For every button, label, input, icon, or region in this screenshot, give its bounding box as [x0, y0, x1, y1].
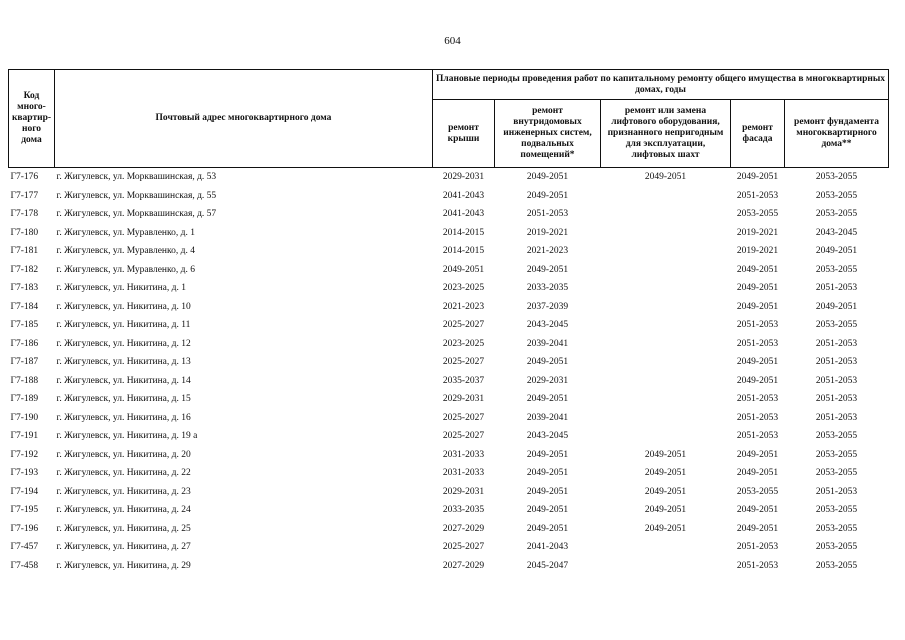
cell-roof: 2025-2027 — [442, 320, 485, 331]
header-foundation: ремонт фундамента многоквартирного дома** — [785, 100, 889, 168]
cell-elevator: 2049-2051 — [644, 523, 687, 534]
cell-elevator — [601, 316, 731, 335]
table-row — [9, 483, 889, 502]
cell-address: г. Жигулевск, ул. Муравленко, д. 4 — [56, 246, 195, 257]
cell-engineering: 2029-2031 — [526, 375, 569, 386]
cell-roof: 2029-2031 — [442, 172, 485, 183]
cell-code: Г7-183 — [10, 283, 39, 294]
cell-roof: 2027-2029 — [442, 523, 485, 534]
cell-code: Г7-180 — [10, 227, 39, 238]
cell-engineering: 2037-2039 — [526, 301, 569, 312]
cell-address: г. Жигулевск, ул. Никитина, д. 23 — [56, 486, 191, 497]
cell-roof: 2014-2015 — [442, 227, 485, 238]
cell-roof: 2025-2027 — [442, 357, 485, 368]
cell-address: г. Жигулевск, ул. Никитина, д. 12 — [56, 338, 191, 349]
cell-elevator — [601, 353, 731, 372]
cell-facade: 2019-2021 — [736, 227, 779, 238]
cell-elevator — [601, 279, 731, 298]
page-number: 604 — [444, 35, 461, 47]
cell-engineering: 2049-2051 — [526, 449, 569, 460]
cell-facade: 2049-2051 — [736, 505, 779, 516]
cell-address: г. Жигулевск, ул. Никитина, д. 11 — [56, 320, 191, 331]
table-row — [9, 205, 889, 224]
cell-address: г. Жигулевск, ул. Никитина, д. 1 — [56, 283, 186, 294]
cell-engineering: 2049-2051 — [526, 505, 569, 516]
cell-address: г. Жигулевск, ул. Никитина, д. 24 — [56, 505, 191, 516]
cell-engineering: 2041-2043 — [526, 542, 569, 553]
cell-roof: 2031-2033 — [442, 449, 485, 460]
cell-foundation: 2053-2055 — [815, 542, 858, 553]
cell-foundation: 2051-2053 — [815, 283, 858, 294]
table-row — [9, 187, 889, 206]
table-row — [9, 446, 889, 465]
cell-engineering: 2049-2051 — [526, 486, 569, 497]
cell-foundation: 2053-2055 — [815, 190, 858, 201]
cell-roof: 2014-2015 — [442, 246, 485, 257]
cell-facade: 2051-2053 — [736, 394, 779, 405]
cell-code: Г7-195 — [10, 505, 39, 516]
cell-roof: 2021-2023 — [442, 301, 485, 312]
cell-facade: 2049-2051 — [736, 264, 779, 275]
cell-facade: 2049-2051 — [736, 449, 779, 460]
cell-facade: 2053-2055 — [736, 486, 779, 497]
table-row — [9, 224, 889, 243]
cell-foundation: 2053-2055 — [815, 505, 858, 516]
cell-facade: 2049-2051 — [736, 283, 779, 294]
cell-address: г. Жигулевск, ул. Никитина, д. 10 — [56, 301, 191, 312]
table-row — [9, 390, 889, 409]
table-row — [9, 538, 889, 557]
capital-repair-table — [8, 69, 889, 575]
cell-facade: 2051-2053 — [736, 431, 779, 442]
cell-address: г. Жигулевск, ул. Никитина, д. 16 — [56, 412, 191, 423]
cell-address: г. Жигулевск, ул. Никитина, д. 13 — [56, 357, 191, 368]
cell-roof: 2025-2027 — [442, 542, 485, 553]
cell-roof: 2049-2051 — [442, 264, 485, 275]
cell-elevator: 2049-2051 — [644, 449, 687, 460]
cell-elevator — [601, 538, 731, 557]
header-planned-periods: Плановые периоды проведения работ по капитальному ремонту общего имущества в многоквартирных домах, годы — [433, 70, 889, 100]
table-row — [9, 298, 889, 317]
table-row — [9, 409, 889, 428]
cell-elevator — [601, 335, 731, 354]
table-row — [9, 520, 889, 539]
cell-facade: 2049-2051 — [736, 172, 779, 183]
table-row — [9, 242, 889, 261]
cell-address: г. Жигулевск, ул. Никитина, д. 20 — [56, 449, 191, 460]
cell-code: Г7-193 — [10, 468, 39, 479]
cell-code: Г7-176 — [10, 172, 39, 183]
cell-foundation: 2049-2051 — [815, 246, 858, 257]
cell-code: Г7-192 — [10, 449, 39, 460]
cell-engineering: 2049-2051 — [526, 357, 569, 368]
cell-engineering: 2033-2035 — [526, 283, 569, 294]
cell-foundation: 2053-2055 — [815, 449, 858, 460]
table-row — [9, 557, 889, 576]
cell-engineering: 2043-2045 — [526, 431, 569, 442]
cell-address: г. Жигулевск, ул. Никитина, д. 25 — [56, 523, 191, 534]
cell-facade: 2051-2053 — [736, 560, 779, 571]
cell-elevator — [601, 224, 731, 243]
cell-code: Г7-184 — [10, 301, 39, 312]
cell-engineering: 2049-2051 — [526, 394, 569, 405]
cell-foundation: 2053-2055 — [815, 264, 858, 275]
cell-facade: 2051-2053 — [736, 338, 779, 349]
cell-facade: 2051-2053 — [736, 190, 779, 201]
cell-code: Г7-458 — [10, 560, 39, 571]
cell-facade: 2049-2051 — [736, 523, 779, 534]
cell-elevator — [601, 390, 731, 409]
table-row — [9, 464, 889, 483]
table-row — [9, 335, 889, 354]
cell-elevator — [601, 372, 731, 391]
header-code: Код много-квартир-ного дома — [9, 70, 55, 168]
cell-roof: 2035-2037 — [442, 375, 485, 386]
cell-elevator — [601, 205, 731, 224]
cell-address: г. Жигулевск, ул. Никитина, д. 27 — [56, 542, 191, 553]
cell-address: г. Жигулевск, ул. Морквашинская, д. 53 — [56, 172, 217, 183]
cell-engineering: 2021-2023 — [526, 246, 569, 257]
table-row — [9, 279, 889, 298]
cell-foundation: 2051-2053 — [815, 394, 858, 405]
cell-code: Г7-181 — [10, 246, 39, 257]
cell-roof: 2033-2035 — [442, 505, 485, 516]
cell-engineering: 2043-2045 — [526, 320, 569, 331]
cell-code: Г7-178 — [10, 209, 39, 220]
cell-elevator — [601, 261, 731, 280]
cell-foundation: 2053-2055 — [815, 431, 858, 442]
cell-elevator: 2049-2051 — [644, 486, 687, 497]
cell-engineering: 2045-2047 — [526, 560, 569, 571]
header-facade: ремонт фасада — [731, 100, 785, 168]
cell-roof: 2025-2027 — [442, 412, 485, 423]
cell-facade: 2051-2053 — [736, 412, 779, 423]
cell-foundation: 2043-2045 — [815, 227, 858, 238]
header-roof: ремонт крыши — [433, 100, 495, 168]
table-row — [9, 501, 889, 520]
cell-foundation: 2051-2053 — [815, 486, 858, 497]
cell-engineering: 2049-2051 — [526, 468, 569, 479]
cell-code: Г7-194 — [10, 486, 39, 497]
cell-foundation: 2051-2053 — [815, 338, 858, 349]
cell-engineering: 2049-2051 — [526, 172, 569, 183]
cell-foundation: 2053-2055 — [815, 468, 858, 479]
cell-elevator — [601, 409, 731, 428]
cell-facade: 2051-2053 — [736, 320, 779, 331]
cell-elevator — [601, 427, 731, 446]
cell-foundation: 2053-2055 — [815, 209, 858, 220]
table-row — [9, 316, 889, 335]
cell-elevator — [601, 187, 731, 206]
cell-engineering: 2019-2021 — [526, 227, 569, 238]
cell-address: г. Жигулевск, ул. Муравленко, д. 1 — [56, 227, 195, 238]
cell-engineering: 2039-2041 — [526, 412, 569, 423]
cell-elevator — [601, 298, 731, 317]
cell-foundation: 2051-2053 — [815, 375, 858, 386]
cell-address: г. Жигулевск, ул. Никитина, д. 19 а — [56, 431, 198, 442]
cell-foundation: 2053-2055 — [815, 523, 858, 534]
table-row — [9, 168, 889, 187]
cell-address: г. Жигулевск, ул. Никитина, д. 29 — [56, 560, 191, 571]
cell-code: Г7-189 — [10, 394, 39, 405]
cell-roof: 2027-2029 — [442, 560, 485, 571]
cell-code: Г7-191 — [10, 431, 39, 442]
cell-facade: 2049-2051 — [736, 301, 779, 312]
cell-roof: 2023-2025 — [442, 283, 485, 294]
cell-facade: 2051-2053 — [736, 542, 779, 553]
cell-roof: 2023-2025 — [442, 338, 485, 349]
cell-foundation: 2053-2055 — [815, 172, 858, 183]
cell-elevator: 2049-2051 — [644, 505, 687, 516]
table-row — [9, 353, 889, 372]
table-row — [9, 372, 889, 391]
cell-code: Г7-190 — [10, 412, 39, 423]
cell-code: Г7-185 — [10, 320, 39, 331]
header-address: Почтовый адрес многоквартирного дома — [55, 70, 433, 168]
cell-foundation: 2053-2055 — [815, 320, 858, 331]
cell-elevator — [601, 557, 731, 576]
cell-elevator — [601, 242, 731, 261]
cell-engineering: 2051-2053 — [526, 209, 569, 220]
cell-roof: 2031-2033 — [442, 468, 485, 479]
cell-code: Г7-457 — [10, 542, 39, 553]
cell-roof: 2029-2031 — [442, 394, 485, 405]
cell-code: Г7-187 — [10, 357, 39, 368]
cell-foundation: 2051-2053 — [815, 357, 858, 368]
cell-foundation: 2053-2055 — [815, 560, 858, 571]
cell-address: г. Жигулевск, ул. Морквашинская, д. 57 — [56, 209, 217, 220]
table-row — [9, 427, 889, 446]
cell-address: г. Жигулевск, ул. Никитина, д. 15 — [56, 394, 191, 405]
cell-elevator: 2049-2051 — [644, 468, 687, 479]
cell-engineering: 2039-2041 — [526, 338, 569, 349]
header-elevator: ремонт или замена лифтового оборудования, признанного непригодным для эксплуатации, лифтовых шахт — [601, 100, 731, 168]
cell-address: г. Жигулевск, ул. Морквашинская, д. 55 — [56, 190, 217, 201]
cell-roof: 2041-2043 — [442, 209, 485, 220]
cell-code: Г7-177 — [10, 190, 39, 201]
header-engineering: ремонт внутридомовых инженерных систем, подвальных помещений* — [495, 100, 601, 168]
cell-elevator: 2049-2051 — [644, 172, 687, 183]
cell-foundation: 2051-2053 — [815, 412, 858, 423]
cell-engineering: 2049-2051 — [526, 523, 569, 534]
cell-facade: 2049-2051 — [736, 468, 779, 479]
cell-address: г. Жигулевск, ул. Муравленко, д. 6 — [56, 264, 195, 275]
cell-code: Г7-182 — [10, 264, 39, 275]
cell-facade: 2049-2051 — [736, 375, 779, 386]
table-body — [9, 168, 889, 576]
cell-facade: 2049-2051 — [736, 357, 779, 368]
cell-roof: 2025-2027 — [442, 431, 485, 442]
cell-foundation: 2049-2051 — [815, 301, 858, 312]
cell-address: г. Жигулевск, ул. Никитина, д. 22 — [56, 468, 191, 479]
table-row — [9, 261, 889, 280]
cell-roof: 2041-2043 — [442, 190, 485, 201]
cell-code: Г7-188 — [10, 375, 39, 386]
cell-address: г. Жигулевск, ул. Никитина, д. 14 — [56, 375, 191, 386]
cell-engineering: 2049-2051 — [526, 264, 569, 275]
cell-facade: 2019-2021 — [736, 246, 779, 257]
cell-engineering: 2049-2051 — [526, 190, 569, 201]
cell-facade: 2053-2055 — [736, 209, 779, 220]
cell-code: Г7-196 — [10, 523, 39, 534]
cell-code: Г7-186 — [10, 338, 39, 349]
cell-roof: 2029-2031 — [442, 486, 485, 497]
